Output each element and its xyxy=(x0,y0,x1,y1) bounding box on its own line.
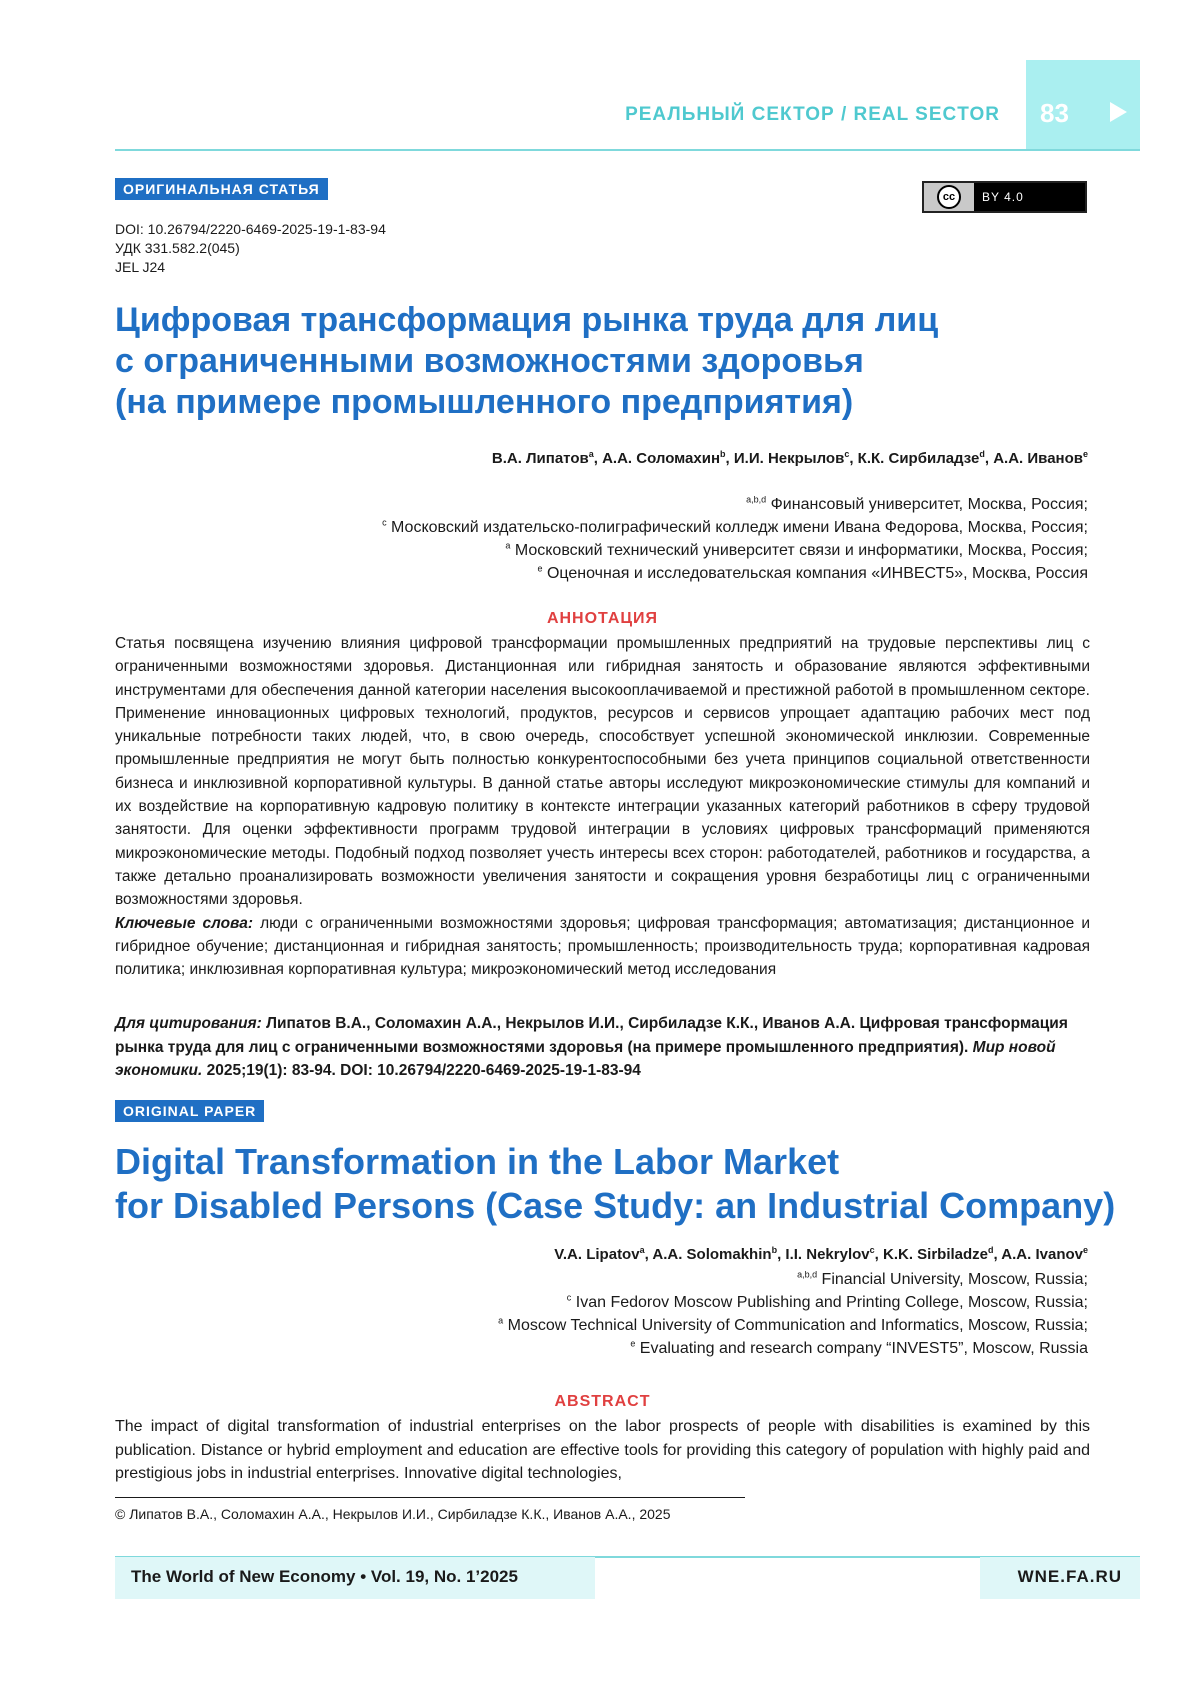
jel: JEL J24 xyxy=(115,259,166,275)
affiliation xyxy=(382,493,1088,516)
title-line: Digital Transformation in the Labor Market xyxy=(115,1141,840,1182)
affil-sup: a xyxy=(505,540,511,551)
udk: УДК 331.582.2(045) xyxy=(115,240,240,256)
author-sup: e xyxy=(1082,449,1088,459)
authors-ru: В.А. Липатов$^a$, А.А. Соломахин$^b$, И.И. Некрылов$^c$, К.К. Сирбиладзе$^d$, А.А. Иванов$^e$ xyxy=(491,449,1088,467)
footer-site-box xyxy=(980,1557,1140,1599)
affiliation xyxy=(498,1291,1088,1314)
title-line: с ограниченными возможностями здоровья xyxy=(115,342,864,380)
abstract-ru xyxy=(115,632,1090,981)
author-sup: c xyxy=(844,449,850,459)
copyright: © Липатов В.А., Соломахин А.А., Некрылов И.И., Сирбиладзе К.К., Иванов А.А., 2025 xyxy=(115,1506,671,1522)
arrow-right-icon xyxy=(1110,102,1127,122)
authors-en: V.A. Lipatov$^a$, A.A. Solomakhin$^b$, I.I. Nekrylov$^c$, K.K. Sirbiladze$^d$, A.A. Ivanov$^e$ xyxy=(554,1245,1088,1263)
affil-text: Оценочная и исследовательская компания «ИНВЕСТ5», Москва, Россия xyxy=(546,565,1088,582)
abstract-heading-ru: АННОТАЦИЯ xyxy=(546,610,659,627)
affil-text: Московский технический университет связи и информатики, Москва, Россия; xyxy=(514,542,1088,559)
title-line: for Disabled Persons (Case Study: an Industrial Company) xyxy=(115,1185,1116,1226)
author-name: K.K. Sirbiladze xyxy=(882,1246,989,1263)
abstract-heading-en: ABSTRACT xyxy=(554,1393,651,1410)
citation xyxy=(115,1012,1090,1083)
footer-site: WNE.FA.RU xyxy=(1017,1567,1122,1586)
affil-sup: a xyxy=(498,1315,504,1326)
title-line: (на примере промышленного предприятия) xyxy=(115,383,854,421)
abstract-body: Статья посвящена изучению влияния цифровой трансформации промышленных предприятий на трудовые перспективы лиц с ограниченными возможностями здоровья. Дистанционная или гибридная занятость и образование являются эффективными инструментами для обеспечения данной категории населения высокооплачиваемой и престижной работой в промышленном секторе. Применение инновационных цифровых технологий, продуктов, ресурсов и сервисов упрощает адаптацию рабочих мест под уникальные потребности таких людей, что, в свою очередь, способствует успешной экономической инклюзии. Современные промышленные предприятия не могут быть полностью конкурентоспособными без учета принципов социальной ответственности бизнеса и инклюзивной корпоративной культуры. В данной статье авторы исследуют микроэкономические стимулы для компаний и их воздействие на корпоративную кадровую политику в контексте интеграции указанных категорий работников в сферу трудовой занятости. Для оценки эффективности программ трудовой интеграции в условиях цифровых трансформаций применяются микроэкономические методы. Подобный подход позволяет учесть интересы всех сторон: работодателей, работников и государства, а также детально проанализировать возможности увеличения занятости и сокращения уровня безработицы лиц с ограниченными возможностями здоровья. xyxy=(115,635,1090,909)
footer-journal-box xyxy=(115,1557,595,1599)
citation-tail: 2025;19(1): 83-94. DOI: 10.26794/2220-6469-2025-19-1-83-94 xyxy=(206,1062,641,1079)
affil-text: Moscow Technical University of Communication and Informatics, Moscow, Russia; xyxy=(507,1317,1088,1334)
affiliation xyxy=(498,1268,1088,1291)
affil-sup: c xyxy=(382,517,387,528)
citation-label: Для цитирования: xyxy=(115,1015,262,1032)
affiliation xyxy=(382,539,1088,562)
author-sup: a xyxy=(639,1245,645,1255)
header-divider xyxy=(115,149,1140,151)
title-line: Цифровая трансформация рынка труда для лиц xyxy=(115,301,939,339)
doi: DOI: 10.26794/2220-6469-2025-19-1-83-94 xyxy=(115,221,386,237)
footnote-divider xyxy=(115,1497,745,1498)
citation-journal: Мир новой экономики. xyxy=(115,1038,1056,1079)
author-sup: c xyxy=(869,1245,875,1255)
affiliation xyxy=(382,516,1088,539)
keywords-label: Ключевые слова: xyxy=(115,914,253,932)
author-name: I.I. Nekrylov xyxy=(785,1246,870,1263)
author-sup: d xyxy=(979,449,985,459)
cc-icon: cc xyxy=(937,185,961,209)
page-number: 83 xyxy=(1040,98,1069,128)
affil-text: Финансовый университет, Москва, Россия; xyxy=(770,496,1088,513)
article-title-en xyxy=(115,1140,1115,1228)
author-sup: a xyxy=(588,449,594,459)
license-text: BY 4.0 xyxy=(982,190,1024,204)
affiliations-en xyxy=(498,1268,1088,1360)
page-number-box xyxy=(1026,60,1140,150)
affil-sup: c xyxy=(566,1292,572,1303)
citation-text: Липатов В.А., Соломахин А.А., Некрылов И.И., Сирбиладзе К.К., Иванов А.А. Цифровая трансформация рынка труда для лиц с ограниченными возможностями здоровья (на примере промышленного предприятия). xyxy=(115,1015,1068,1056)
author-name: А.А. Соломахин xyxy=(602,450,721,467)
footer-journal: The World of New Economy • Vol. 19, No. 1’2025 xyxy=(131,1567,518,1586)
author-sup: e xyxy=(1082,1245,1088,1255)
author-sup: b xyxy=(720,449,726,459)
article-type-badge: ОРИГИНАЛЬНАЯ СТАТЬЯ xyxy=(115,178,328,200)
affil-sup: a,b,d xyxy=(797,1269,818,1280)
author-sup: d xyxy=(988,1245,994,1255)
running-header xyxy=(115,60,1140,150)
affil-sup: e xyxy=(537,563,543,574)
abstract-en: The impact of digital transformation of industrial enterprises on the labor prospects of people with disabilities is examined by this publication. Distance or hybrid employment and education are effective tools for providing this category of population with highly paid and prestigious jobs in industrial enterprises. Innovative digital technologies, xyxy=(115,1418,1090,1482)
affil-text: Financial University, Moscow, Russia; xyxy=(821,1271,1088,1288)
affil-text: Московский издательско-полиграфический колледж имени Ивана Федорова, Москва, Россия; xyxy=(391,519,1088,536)
author-name: A.A. Ivanov xyxy=(1001,1246,1083,1263)
section-title: РЕАЛЬНЫЙ СЕКТОР / REAL SECTOR xyxy=(625,104,1000,125)
affil-text: Evaluating and research company “INVEST5”, Moscow, Russia xyxy=(639,1340,1088,1357)
author-name: A.A. Solomakhin xyxy=(652,1246,772,1263)
author-name: К.К. Сирбиладзе xyxy=(857,450,980,467)
author-name: И.И. Некрылов xyxy=(733,450,845,467)
affil-sup: e xyxy=(630,1338,636,1349)
affiliation xyxy=(498,1337,1088,1360)
article-title-ru xyxy=(115,300,938,423)
affiliations-ru xyxy=(382,493,1088,585)
article-meta xyxy=(115,220,386,277)
author-name: А.А. Иванов xyxy=(993,450,1083,467)
author-name: В.А. Липатов xyxy=(491,450,589,467)
article-type-badge-en: ORIGINAL PAPER xyxy=(115,1100,264,1122)
cc-logo xyxy=(924,183,974,211)
affil-sup: a,b,d xyxy=(746,494,767,505)
cc-license-badge xyxy=(922,181,1087,213)
keywords: люди с ограниченными возможностями здоровья; цифровая трансформация; автоматизация; дистанционное и гибридное обучение; дистанционная и гибридная занятость; промышленность; производительность труда; корпоративная кадровая политика; инклюзивная корпоративная культура; микроэкономический метод исследования xyxy=(115,914,1090,979)
affil-text: Ivan Fedorov Moscow Publishing and Printing College, Moscow, Russia; xyxy=(575,1294,1088,1311)
affiliation xyxy=(498,1314,1088,1337)
author-sup: b xyxy=(771,1245,778,1255)
author-name: V.A. Lipatov xyxy=(554,1246,640,1263)
affiliation xyxy=(382,562,1088,585)
